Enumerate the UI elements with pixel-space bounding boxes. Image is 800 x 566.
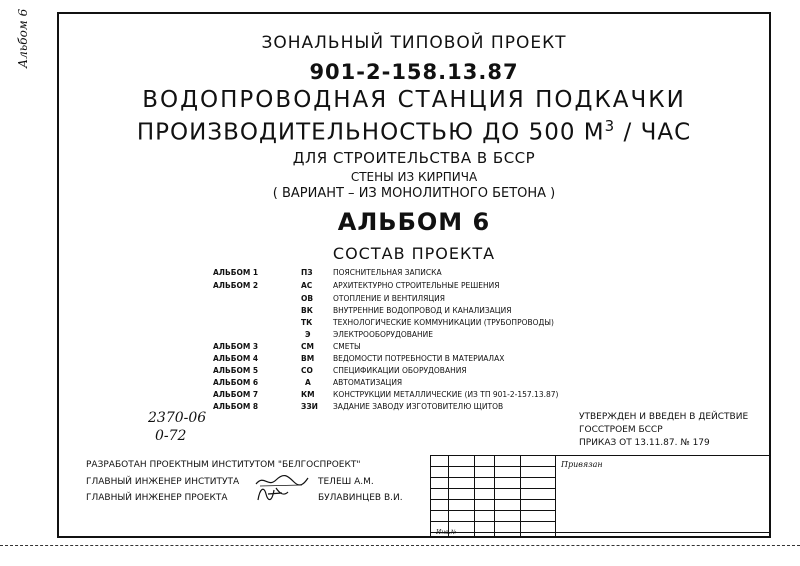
side-note: Альбом 6 — [16, 8, 30, 68]
chief-engineer-name: ТЕЛЕШ А.М. — [318, 477, 374, 487]
privyazan-label: Привязан — [561, 460, 603, 469]
composition-desc: ОТОПЛЕНИЕ И ВЕНТИЛЯЦИЯ — [333, 294, 445, 303]
handwritten-number: 2370-06 — [148, 410, 207, 426]
composition-desc: КОНСТРУКЦИИ МЕТАЛЛИЧЕСКИЕ (ИЗ ТП 901-2-157.13.87) — [333, 390, 559, 399]
composition-code: СМ — [301, 342, 314, 351]
approval-line-1: УТВЕРЖДЕН И ВВЕДЕН В ДЕЙСТВИЕ — [579, 412, 749, 422]
composition-desc: ВЕДОМОСТИ ПОТРЕБНОСТИ В МАТЕРИАЛАХ — [333, 354, 505, 363]
composition-desc: ВНУТРЕННИЕ ВОДОПРОВОД И КАНАЛИЗАЦИЯ — [333, 306, 512, 315]
composition-desc: АРХИТЕКТУРНО СТРОИТЕЛЬНЫЕ РЕШЕНИЯ — [333, 281, 500, 290]
composition-album: АЛЬБОМ 3 — [213, 342, 259, 351]
composition-desc: ПОЯСНИТЕЛЬНАЯ ЗАПИСКА — [333, 268, 442, 277]
chief-engineer-role: ГЛАВНЫЙ ИНЖЕНЕР ИНСТИТУТА — [86, 477, 240, 487]
composition-album: АЛЬБОМ 4 — [213, 354, 259, 363]
developer-line: РАЗРАБОТАН ПРОЕКТНЫМ ИНСТИТУТОМ "БЕЛГОСПРОЕКТ" — [86, 460, 361, 470]
composition-album: АЛЬБОМ 6 — [213, 378, 259, 387]
title-line-2 — [57, 117, 771, 146]
composition-code: ТК — [301, 318, 313, 327]
composition-album: АЛЬБОМ 5 — [213, 366, 259, 375]
cut-line — [0, 545, 800, 546]
walls-line: СТЕНЫ ИЗ КИРПИЧА — [350, 170, 478, 184]
signature-project-engineer — [252, 484, 292, 504]
composition-code: ОВ — [301, 294, 314, 303]
composition-album: АЛЬБОМ 8 — [213, 402, 259, 411]
title-line-2-a: ПРОИЗВОДИТЕЛЬНОСТЬЮ ДО 500 М — [136, 119, 605, 146]
composition-code: КМ — [301, 390, 315, 399]
title-line-1: ВОДОПРОВОДНАЯ СТАНЦИЯ ПОДКАЧКИ — [142, 87, 686, 113]
variant-line: ( ВАРИАНТ – ИЗ МОНОЛИТНОГО БЕТОНА ) — [272, 186, 556, 201]
composition-desc: ЗАДАНИЕ ЗАВОДУ ИЗГОТОВИТЕЛЮ ЩИТОВ — [333, 402, 504, 411]
approval-line-2: ГОССТРОЕМ БССР — [579, 425, 663, 435]
project-engineer-role: ГЛАВНЫЙ ИНЖЕНЕР ПРОЕКТА — [86, 493, 228, 503]
approval-line-3: ПРИКАЗ ОТ 13.11.87. № 179 — [579, 438, 710, 448]
composition-album: АЛЬБОМ 7 — [213, 390, 259, 399]
composition-album: АЛЬБОМ 2 — [213, 281, 259, 290]
inventory-label: Инв.№ — [436, 529, 457, 536]
composition-code: ЗЗИ — [301, 402, 318, 411]
composition-code: Э — [305, 330, 311, 339]
composition-desc: ЭЛЕКТРООБОРУДОВАНИЕ — [333, 330, 434, 339]
album-title: АЛЬБОМ 6 — [337, 208, 491, 236]
composition-code: А — [305, 378, 311, 387]
composition-code: ВК — [301, 306, 313, 315]
composition-heading: СОСТАВ ПРОЕКТА — [332, 244, 496, 263]
title-line-2-sup: 3 — [604, 117, 616, 135]
composition-desc: СПЕЦИФИКАЦИИ ОБОРУДОВАНИЯ — [333, 366, 467, 375]
composition-code: ПЗ — [301, 268, 313, 277]
project-engineer-name: БУЛАВИНЦЕВ В.И. — [318, 493, 403, 503]
composition-code: АС — [301, 281, 313, 290]
composition-code: ВМ — [301, 354, 315, 363]
handwritten-code: 0-72 — [155, 428, 187, 444]
title-line-2-b: / ЧАС — [615, 119, 692, 146]
composition-desc: ТЕХНОЛОГИЧЕСКИЕ КОММУНИКАЦИИ (ТРУБОПРОВОДЫ) — [333, 318, 554, 327]
composition-code: СО — [301, 366, 313, 375]
for-construction: ДЛЯ СТРОИТЕЛЬСТВА В БССР — [292, 149, 536, 167]
composition-album: АЛЬБОМ 1 — [213, 268, 259, 277]
composition-desc: СМЕТЫ — [333, 342, 361, 351]
composition-desc: АВТОМАТИЗАЦИЯ — [333, 378, 403, 387]
zonal-project-heading: ЗОНАЛЬНЫЙ ТИПОВОЙ ПРОЕКТ — [261, 33, 567, 53]
project-number: 901-2-158.13.87 — [309, 60, 519, 84]
